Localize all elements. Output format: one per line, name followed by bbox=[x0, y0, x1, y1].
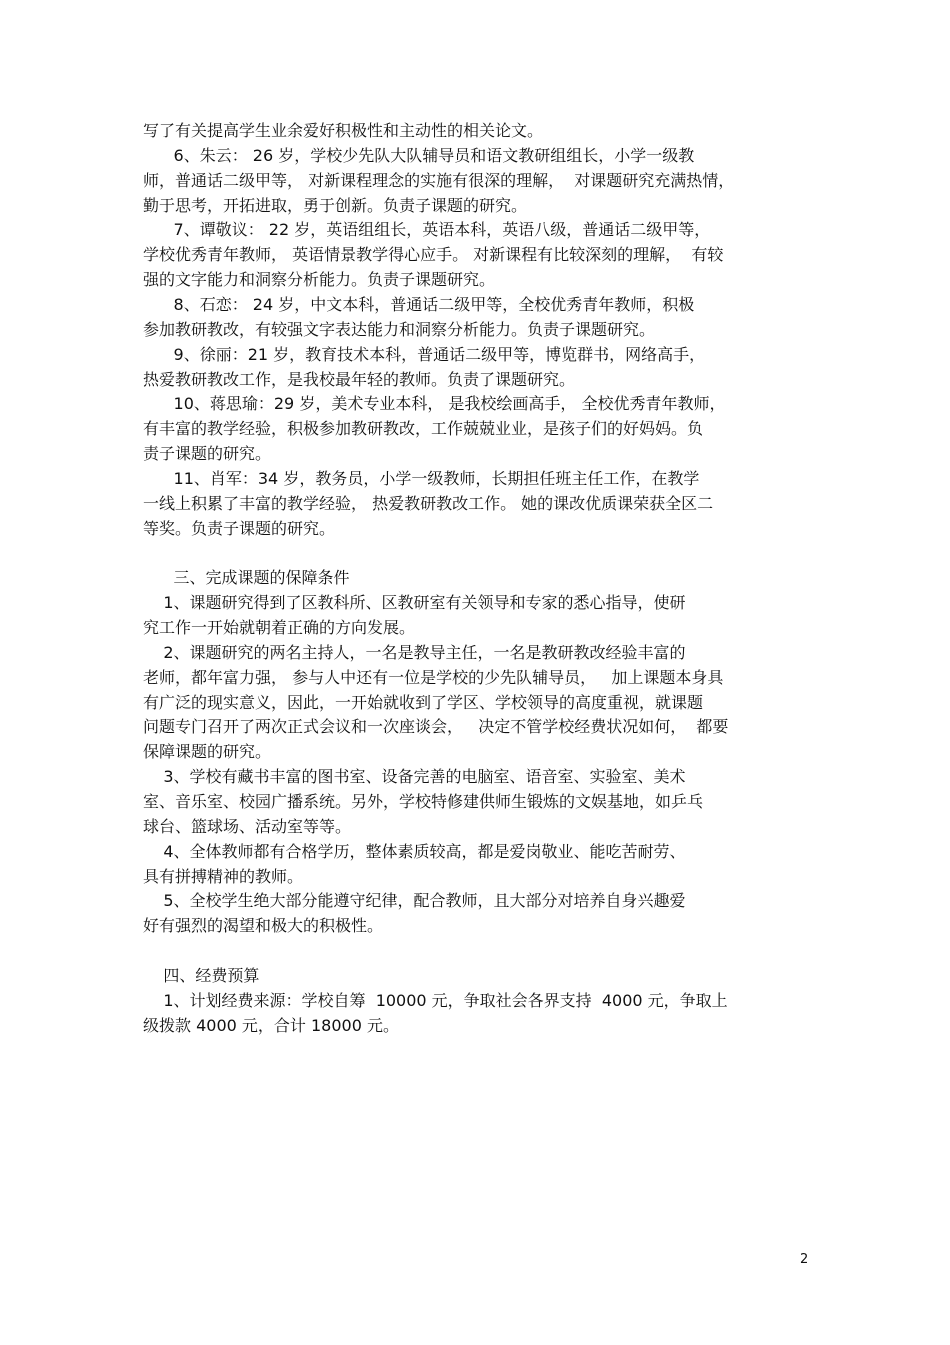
text-line: 一线上积累了丰富的教学经验， 热爱教研教改工作。 她的课改优质课荣获全区二 bbox=[143, 494, 714, 513]
text-line: 1、计划经费来源：学校自筹 10000 元，争取社会各界支持 4000 元，争取上 bbox=[143, 991, 728, 1010]
text-line: 6、朱云： 26 岁，学校少先队大队辅导员和语文教研组组长，小学一级教 bbox=[143, 146, 695, 165]
text-line: 热爱教研教改工作，是我校最年轻的教师。负责了课题研究。 bbox=[143, 370, 576, 389]
text-line: 5、全校学生绝大部分能遵守纪律，配合教师，且大部分对培养自身兴趣爱 bbox=[143, 891, 686, 910]
text-line: 10、蒋思瑜：29 岁，美术专业本科， 是我校绘画高手， 全校优秀青年教师， bbox=[143, 394, 726, 413]
text-line: 3、学校有藏书丰富的图书室、设备完善的电脑室、语音室、实验室、美术 bbox=[143, 767, 686, 786]
text-line: 室、音乐室、校园广播系统。另外，学校特修建供师生锻炼的文娱基地，如乒乓 bbox=[143, 792, 704, 811]
text-line: 2、课题研究的两名主持人，一名是教导主任，一名是教研教改经验丰富的 bbox=[143, 643, 686, 662]
text-line: 问题专门召开了两次正式会议和一次座谈会， 决定不管学校经费状况如何， 都要 bbox=[143, 717, 729, 736]
text-line: 11、肖军：34 岁，教务员，小学一级教师，长期担任班主任工作，在教学 bbox=[143, 469, 700, 488]
text-line: 强的文字能力和洞察分析能力。负责子课题研究。 bbox=[143, 270, 496, 289]
text-line: 8、石恋： 24 岁，中文本科，普通话二级甲等，全校优秀青年教师，积极 bbox=[143, 295, 695, 314]
text-line: 勤于思考，开拓进取，勇于创新。负责子课题的研究。 bbox=[143, 196, 528, 215]
page-number: 2 bbox=[800, 1252, 809, 1267]
text-line: 等奖。负责子课题的研究。 bbox=[143, 519, 336, 538]
text-line: 老师，都年富力强， 参与人中还有一位是学校的少先队辅导员， 加上课题本身具 bbox=[143, 668, 724, 687]
text-line: 7、谭敬议： 22 岁，英语组组长，英语本科，英语八级，普通话二级甲等， bbox=[143, 220, 711, 239]
text-line: 4、全体教师都有合格学历，整体素质较高，都是爱岗敬业、能吃苦耐劳、 bbox=[143, 842, 686, 861]
text-line: 学校优秀青年教师， 英语情景教学得心应手。 对新课程有比较深刻的理解， 有较 bbox=[143, 245, 724, 264]
text-line: 参加教研教改，有较强文字表达能力和洞察分析能力。负责子课题研究。 bbox=[143, 320, 656, 339]
text-line: 保障课题的研究。 bbox=[143, 742, 272, 761]
text-line: 有丰富的教学经验，积极参加教研教改，工作兢兢业业，是孩子们的好妈妈。负 bbox=[143, 419, 704, 438]
text-line: 写了有关提高学生业余爱好积极性和主动性的相关论文。 bbox=[143, 121, 544, 140]
text-line: 级拨款 4000 元，合计 18000 元。 bbox=[143, 1016, 399, 1035]
text-line: 究工作一开始就朝着正确的方向发展。 bbox=[143, 618, 416, 637]
text-line: 师，普通话二级甲等， 对新课程理念的实施有很深的理解， 对课题研究充满热情， bbox=[143, 171, 735, 190]
text-line: 责子课题的研究。 bbox=[143, 444, 272, 463]
text-line: 好有强烈的渴望和极大的积极性。 bbox=[143, 916, 384, 935]
text-line: 球台、篮球场、活动室等等。 bbox=[143, 817, 352, 836]
text-line: 三、完成课题的保障条件 bbox=[143, 568, 350, 587]
text-line: 有广泛的现实意义，因此，一开始就收到了学区、学校领导的高度重视，就课题 bbox=[143, 693, 704, 712]
text-line: 9、徐丽：21 岁，教育技术本科，普通话二级甲等，博览群书，网络高手， bbox=[143, 345, 706, 364]
text-line: 1、课题研究得到了区教科所、区教研室有关领导和专家的悉心指导，使研 bbox=[143, 593, 686, 612]
text-line: 四、经费预算 bbox=[143, 966, 260, 985]
text-line: 具有拼搏精神的教师。 bbox=[143, 867, 304, 886]
